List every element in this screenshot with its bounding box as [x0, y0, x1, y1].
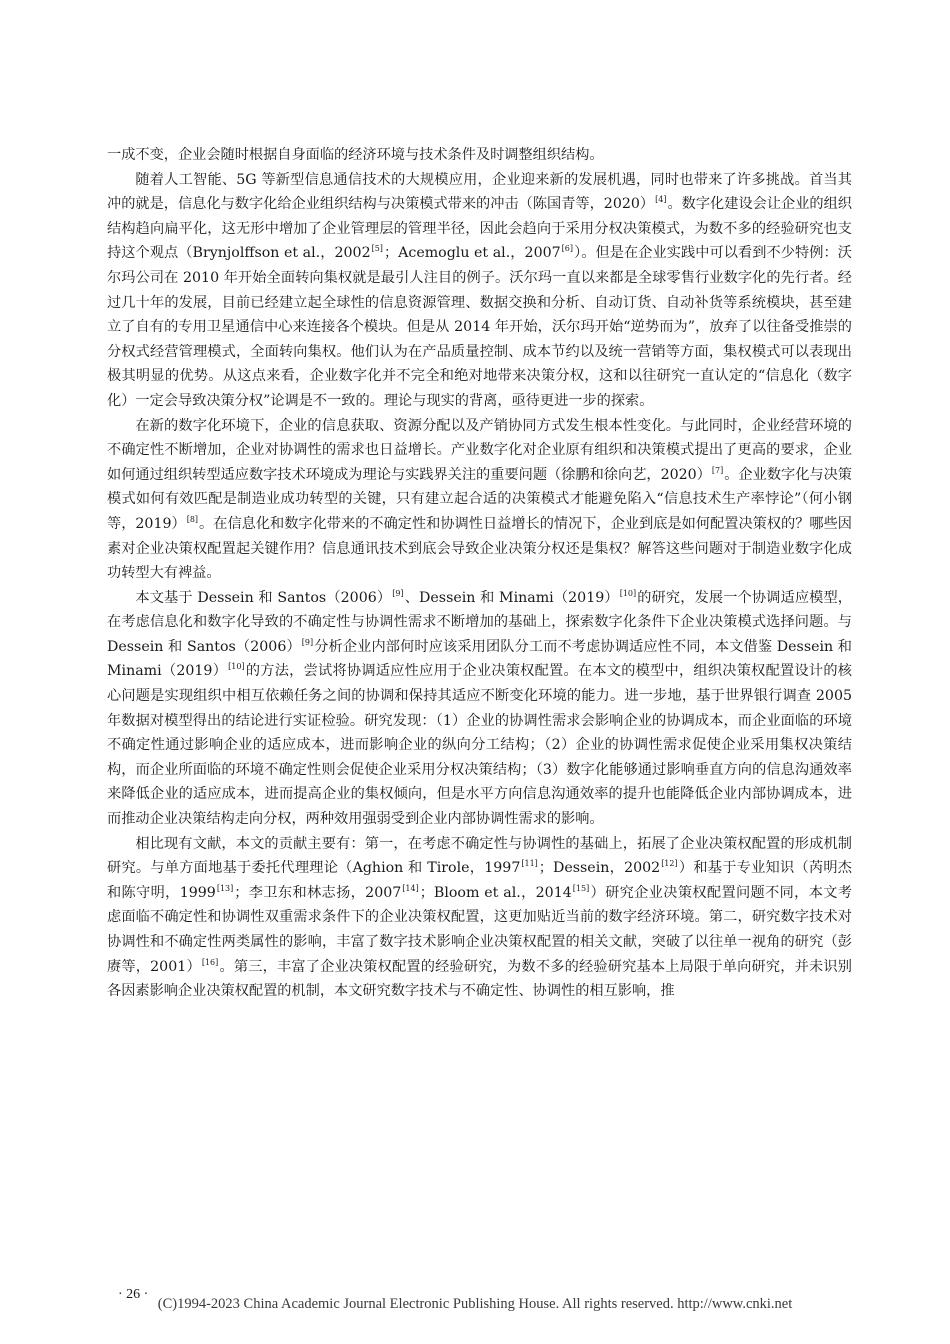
citation-marker: [9]: [392, 588, 404, 598]
paragraph-text: 随着人工智能、5G 等新型信息通信技术的大规模应用，企业迎来新的发展机遇，同时也带来了许多挑战。首当其冲的就是，信息化与数字化给企业组织结构与决策模式带来的冲击（陈国青等，2020）: [107, 171, 852, 213]
paragraph-text: 分析企业内部何时应该采用团队分工而不考虑协调适应性不同，本文借鉴 Dessein 和 Minami（2019）: [107, 638, 852, 680]
citation-marker: [8]: [186, 514, 199, 524]
paragraph-text: 在新的数字化环境下，企业的信息获取、资源分配以及产销协同方式发生根本性变化。与此同时，企业经营环境的不确定性不断增加，企业对协调性的需求也日益增长。产业数字化对企业原有组织和决策模式提出了更高的要求，企业如何通过组织转型适应数字技术环境成为理论与实践界关注的重要问题（徐鹏和徐向艺，2020）: [107, 417, 852, 483]
citation-marker: [14]: [402, 883, 419, 893]
paragraph-text: 相比现有文献，本文的贡献主要有：第一，在考虑不确定性与协调性的基础上，拓展了企业决策权配置的形成机制研究。与单方面地基于委托代理理论（Aghion 和 Tirole，1997: [107, 835, 852, 877]
paragraph-text: 的方法，尝试将协调适应性应用于企业决策权配置。在本文的模型中，组织决策权配置设计的核心问题是实现组织中相互依赖任务之间的协调和保持其适应不断变化环境的能力。进一步地，基于世界银行调查 2005 年数据对模型得出的结论进行实证检验。研究发现：（1）企业的协调性需求会影响企业的协调成本，而企业面临的环境不确定性通过影响企业的适应成本，进而影响企业的纵向分工结构；（2）企业的协调性需求促使企业采用集权决策结构，而企业所面临的环境不确定性则会促使企业采用分权决策结构；（3）数字化能够通过影响垂直方向的信息沟通效率来降低企业的适应成本，进而提高企业的集权倾向，但是水平方向信息沟通效率的提升也能降低企业内部协调成本，进而推动企业决策结构走向分权，两种效用强弱受到企业内部协调性需求的影响。: [107, 663, 852, 828]
paragraph-text: 本文基于 Dessein 和 Santos（2006）: [135, 589, 392, 606]
body-paragraph: [107, 414, 852, 586]
citation-marker: [10]: [619, 588, 637, 598]
page-number: · 26 ·: [118, 1287, 149, 1302]
paragraph-text: ；李卫东和林志扬，2007: [234, 884, 402, 901]
citation-marker: [12]: [661, 859, 678, 869]
body-paragraph: [107, 143, 852, 168]
citation-marker: [4]: [655, 195, 667, 205]
citation-marker: [10]: [228, 662, 245, 672]
paragraph-text: 。第三，丰富了企业决策权配置的经验研究，为数不多的经验研究基本上局限于单向研究，并未识别各因素影响企业决策权配置的机制，本文研究数字技术与不确定性、协调性的相互影响，推: [107, 958, 852, 1000]
paragraph-text: 的研究，发展一个协调适应模型，在考虑信息化和数字化导致的不确定性与协调性需求不断增加的基础上，探索数字化条件下企业决策模式选择问题。与 Dessein 和 Santos（2006）: [107, 589, 852, 655]
paragraph-text: ；Dessein，2002: [538, 860, 661, 877]
citation-marker: [9]: [301, 637, 314, 647]
body-paragraph: [107, 832, 852, 1004]
article-body: [107, 143, 852, 1004]
paragraph-text: ；Acemoglu et al.，2007: [383, 245, 561, 262]
paragraph-text: 。数字化建设会让企业的组织结构趋向扁平化，这无形中增加了企业管理层的管理半径，因此会趋向于采用分权决策模式，为数不多的经验研究也支持这个观点（Brynjolffson et al.，2002: [107, 196, 852, 262]
citation-marker: [16]: [201, 957, 219, 967]
citation-marker: [13]: [216, 883, 234, 893]
paragraph-text: 。企业数字化与决策模式如何有效匹配是制造业成功转型的关键，只有建立起合适的决策模式才能避免陷入“信息技术生产率悖论”（何小钢等，2019）: [107, 466, 852, 532]
citation-marker: [7]: [711, 465, 724, 475]
citation-marker: [15]: [572, 883, 590, 893]
citation-marker: [11]: [521, 859, 538, 869]
paragraph-text: ）。但是在企业实践中可以看到不少特例：沃尔玛公司在 2010 年开始全面转向集权就是最引人注目的例子。沃尔玛一直以来都是全球零售行业数字化的先行者。经过几十年的发展，目前已经建立起全球性的信息资源管理、数据交换和分析、自动订货、自动补货等系统模块，甚至建立了自有的专用卫星通信中心来连接各个模块。但是从 2014 年开始，沃尔玛开始“逆势而为”，放弃了以往备受推崇的分权式经营管理模式，全面转向集权。他们认为在产品质量控制、成本节约以及统一营销等方面，集权模式可以表现出极其明显的优势。从这点来看，企业数字化并不完全和绝对地带来决策分权，这和以往研究一直认定的“信息化（数字化）一定会导致决策分权”论调是不一致的。理论与现实的背离，亟待更进一步的探索。: [107, 245, 852, 409]
paragraph-text: ）研究企业决策权配置问题不同，本文考虑面临不确定性和协调性双重需求条件下的企业决策权配置，这更加贴近当前的数字经济环境。第二，研究数字技术对协调性和不确定性两类属性的影响，丰富了数字技术影响企业决策权配置的相关文献，突破了以往单一视角的研究（彭赓等，2001）: [107, 884, 853, 975]
citation-marker: [5]: [371, 244, 383, 254]
paragraph-text: ；Bloom et al.，2014: [419, 884, 572, 901]
paragraph-text: ）和基于专业知识（芮明杰和陈守明，1999: [107, 860, 852, 901]
body-paragraph: [107, 168, 852, 414]
copyright-footer: (C)1994-2023 China Academic Journal Electronic Publishing House. All rights reserved. http://www.cnki.net: [157, 1296, 793, 1312]
body-paragraph: [107, 586, 852, 832]
paragraph-text: 一成不变，企业会随时根据自身面临的经济环境与技术条件及时调整组织结构。: [107, 147, 604, 163]
paragraph-text: 、Dessein 和 Minami（2019）: [404, 589, 619, 606]
paragraph-text: 。在信息化和数字化带来的不确定性和协调性日益增长的情况下，企业到底是如何配置决策权的？哪些因素对企业决策权配置起关键作用？信息通讯技术到底会导致企业决策分权还是集权？解答这些问题对于制造业数字化成功转型大有裨益。: [107, 515, 852, 582]
citation-marker: [6]: [561, 244, 573, 254]
